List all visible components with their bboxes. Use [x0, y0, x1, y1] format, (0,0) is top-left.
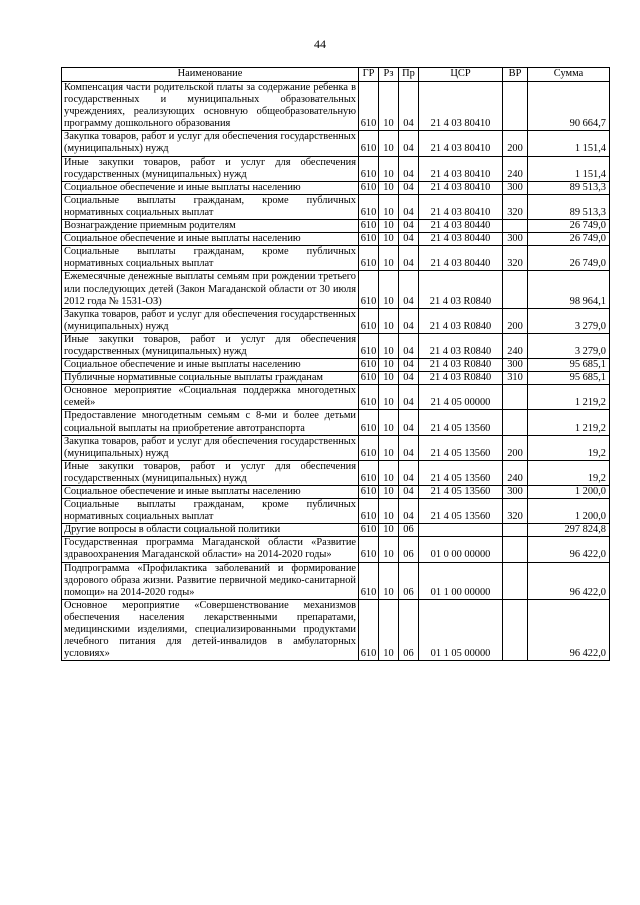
cell-rz: 10	[379, 599, 399, 660]
table-row	[62, 156, 610, 181]
cell-gr: 610	[359, 460, 379, 485]
cell-csr: 01 1 05 00000	[419, 599, 503, 660]
cell-name: Социальное обеспечение и иные выплаты населению	[62, 359, 359, 372]
cell-vr	[503, 599, 528, 660]
cell-pr: 04	[399, 181, 419, 194]
cell-vr: 200	[503, 435, 528, 460]
cell-sum: 96 422,0	[528, 537, 610, 562]
cell-pr: 04	[399, 486, 419, 499]
cell-gr: 610	[359, 486, 379, 499]
table-row	[62, 131, 610, 156]
cell-vr: 300	[503, 486, 528, 499]
cell-name: Социальные выплаты гражданам, кроме публичных нормативных социальных выплат	[62, 246, 359, 271]
table-row	[62, 410, 610, 435]
header-pr: Пр	[399, 68, 419, 82]
cell-vr: 320	[503, 194, 528, 219]
cell-gr: 610	[359, 271, 379, 308]
header-vr: ВР	[503, 68, 528, 82]
cell-vr	[503, 537, 528, 562]
cell-pr: 04	[399, 82, 419, 131]
cell-pr: 04	[399, 435, 419, 460]
cell-vr	[503, 524, 528, 537]
cell-name: Социальное обеспечение и иные выплаты населению	[62, 486, 359, 499]
cell-vr: 300	[503, 181, 528, 194]
table-row	[62, 246, 610, 271]
table-row	[62, 537, 610, 562]
cell-name: Ежемесячные денежные выплаты семьям при рождении третьего или последующих детей (Закон Магаданской области от 30 июля 2012 года № 1531-ОЗ)	[62, 271, 359, 308]
cell-gr: 610	[359, 562, 379, 599]
cell-csr: 21 4 03 80410	[419, 194, 503, 219]
cell-rz: 10	[379, 524, 399, 537]
cell-csr	[419, 524, 503, 537]
table-row	[62, 233, 610, 246]
cell-gr: 610	[359, 410, 379, 435]
cell-rz: 10	[379, 537, 399, 562]
cell-pr: 06	[399, 562, 419, 599]
cell-rz: 10	[379, 233, 399, 246]
header-name: Наименование	[62, 68, 359, 82]
table-row	[62, 562, 610, 599]
page-number: 44	[314, 37, 326, 51]
cell-gr: 610	[359, 82, 379, 131]
cell-rz: 10	[379, 359, 399, 372]
cell-csr: 21 4 03 80440	[419, 220, 503, 233]
table-row	[62, 486, 610, 499]
cell-gr: 610	[359, 435, 379, 460]
cell-gr: 610	[359, 233, 379, 246]
cell-sum: 26 749,0	[528, 220, 610, 233]
header-csr: ЦСР	[419, 68, 503, 82]
cell-sum: 3 279,0	[528, 333, 610, 358]
table-row	[62, 308, 610, 333]
cell-sum: 1 219,2	[528, 410, 610, 435]
cell-csr: 01 0 00 00000	[419, 537, 503, 562]
table-row	[62, 599, 610, 660]
cell-csr: 21 4 03 80440	[419, 246, 503, 271]
cell-gr: 610	[359, 524, 379, 537]
budget-table	[61, 67, 610, 661]
cell-sum: 90 664,7	[528, 82, 610, 131]
cell-sum: 1 200,0	[528, 499, 610, 524]
cell-csr: 21 4 03 80410	[419, 82, 503, 131]
cell-sum: 95 685,1	[528, 372, 610, 385]
cell-name: Основное мероприятие «Социальная поддержка многодетных семей»	[62, 385, 359, 410]
cell-vr: 300	[503, 233, 528, 246]
cell-sum: 3 279,0	[528, 308, 610, 333]
cell-csr: 21 4 05 13560	[419, 410, 503, 435]
cell-csr: 21 4 03 R0840	[419, 372, 503, 385]
table-row	[62, 82, 610, 131]
cell-name: Закупка товаров, работ и услуг для обеспечения государственных (муниципальных) нужд	[62, 131, 359, 156]
table-row	[62, 194, 610, 219]
cell-rz: 10	[379, 499, 399, 524]
cell-rz: 10	[379, 308, 399, 333]
cell-gr: 610	[359, 308, 379, 333]
cell-name: Закупка товаров, работ и услуг для обеспечения государственных (муниципальных) нужд	[62, 435, 359, 460]
cell-gr: 610	[359, 131, 379, 156]
cell-gr: 610	[359, 220, 379, 233]
cell-name: Иные закупки товаров, работ и услуг для обеспечения государственных (муниципальных) нужд	[62, 156, 359, 181]
cell-vr: 240	[503, 156, 528, 181]
cell-vr	[503, 410, 528, 435]
cell-pr: 04	[399, 308, 419, 333]
cell-name: Другие вопросы в области социальной политики	[62, 524, 359, 537]
cell-rz: 10	[379, 246, 399, 271]
cell-name: Подпрограмма «Профилактика заболеваний и формирование здорового образа жизни. Развитие первичной медико-санитарной помощи» на 2014-2020 годы»	[62, 562, 359, 599]
cell-vr	[503, 82, 528, 131]
cell-pr: 04	[399, 333, 419, 358]
cell-sum: 89 513,3	[528, 194, 610, 219]
cell-gr: 610	[359, 333, 379, 358]
cell-name: Иные закупки товаров, работ и услуг для обеспечения государственных (муниципальных) нужд	[62, 333, 359, 358]
cell-csr: 21 4 03 R0840	[419, 271, 503, 308]
cell-gr: 610	[359, 359, 379, 372]
cell-csr: 01 1 00 00000	[419, 562, 503, 599]
header-rz: Рз	[379, 68, 399, 82]
cell-rz: 10	[379, 435, 399, 460]
cell-name: Социальные выплаты гражданам, кроме публичных нормативных социальных выплат	[62, 194, 359, 219]
header-gr: ГР	[359, 68, 379, 82]
cell-name: Закупка товаров, работ и услуг для обеспечения государственных (муниципальных) нужд	[62, 308, 359, 333]
cell-vr: 300	[503, 359, 528, 372]
cell-rz: 10	[379, 385, 399, 410]
table-body	[62, 82, 610, 661]
cell-vr: 240	[503, 333, 528, 358]
cell-rz: 10	[379, 156, 399, 181]
cell-pr: 04	[399, 385, 419, 410]
cell-csr: 21 4 03 R0840	[419, 359, 503, 372]
cell-rz: 10	[379, 372, 399, 385]
cell-sum: 19,2	[528, 460, 610, 485]
cell-vr: 240	[503, 460, 528, 485]
cell-gr: 610	[359, 181, 379, 194]
cell-sum: 95 685,1	[528, 359, 610, 372]
cell-csr: 21 4 03 R0840	[419, 308, 503, 333]
cell-name: Вознаграждение приемным родителям	[62, 220, 359, 233]
cell-pr: 04	[399, 246, 419, 271]
cell-pr: 04	[399, 410, 419, 435]
cell-vr: 200	[503, 308, 528, 333]
cell-rz: 10	[379, 460, 399, 485]
cell-gr: 610	[359, 599, 379, 660]
cell-pr: 04	[399, 233, 419, 246]
cell-name: Социальные выплаты гражданам, кроме публичных нормативных социальных выплат	[62, 499, 359, 524]
cell-sum: 1 151,4	[528, 156, 610, 181]
table-row	[62, 220, 610, 233]
cell-sum: 98 964,1	[528, 271, 610, 308]
cell-rz: 10	[379, 410, 399, 435]
cell-pr: 04	[399, 372, 419, 385]
cell-name: Социальное обеспечение и иные выплаты населению	[62, 181, 359, 194]
cell-gr: 610	[359, 385, 379, 410]
cell-pr: 04	[399, 194, 419, 219]
table-row	[62, 359, 610, 372]
cell-sum: 96 422,0	[528, 599, 610, 660]
cell-csr: 21 4 05 00000	[419, 385, 503, 410]
cell-pr: 04	[399, 156, 419, 181]
cell-csr: 21 4 05 13560	[419, 486, 503, 499]
cell-sum: 96 422,0	[528, 562, 610, 599]
cell-rz: 10	[379, 562, 399, 599]
cell-sum: 26 749,0	[528, 233, 610, 246]
cell-sum: 19,2	[528, 435, 610, 460]
cell-vr: 200	[503, 131, 528, 156]
cell-name: Предоставление многодетным семьям с 8-ми и более детьми социальной выплаты на приобретение автотранспорта	[62, 410, 359, 435]
cell-name: Компенсация части родительской платы за содержание ребенка в государственных и муниципальных образовательных учреждениях, реализующих основную общеобразовательную программу дошкольного образования	[62, 82, 359, 131]
table-row	[62, 524, 610, 537]
cell-csr: 21 4 05 13560	[419, 499, 503, 524]
cell-vr: 320	[503, 499, 528, 524]
cell-vr: 320	[503, 246, 528, 271]
cell-sum: 89 513,3	[528, 181, 610, 194]
cell-sum: 297 824,8	[528, 524, 610, 537]
cell-gr: 610	[359, 194, 379, 219]
cell-name: Основное мероприятие «Совершенствование механизмов обеспечения населения лекарственными препаратами, медицинскими изделиями, специализированными продуктами лечебного питания для детей-инвалидов в амбулаторных условиях»	[62, 599, 359, 660]
cell-rz: 10	[379, 82, 399, 131]
cell-csr: 21 4 03 80410	[419, 181, 503, 194]
cell-rz: 10	[379, 194, 399, 219]
cell-vr	[503, 220, 528, 233]
cell-sum: 1 151,4	[528, 131, 610, 156]
header-sum: Сумма	[528, 68, 610, 82]
table-row	[62, 181, 610, 194]
cell-gr: 610	[359, 372, 379, 385]
cell-pr: 04	[399, 460, 419, 485]
cell-csr: 21 4 05 13560	[419, 460, 503, 485]
cell-name: Государственная программа Магаданской области «Развитие здравоохранения Магаданской области» на 2014-2020 годы»	[62, 537, 359, 562]
cell-csr: 21 4 03 80410	[419, 131, 503, 156]
cell-gr: 610	[359, 499, 379, 524]
cell-sum: 1 219,2	[528, 385, 610, 410]
cell-vr	[503, 562, 528, 599]
cell-rz: 10	[379, 181, 399, 194]
cell-vr: 310	[503, 372, 528, 385]
cell-rz: 10	[379, 271, 399, 308]
cell-sum: 26 749,0	[528, 246, 610, 271]
cell-pr: 06	[399, 599, 419, 660]
table-row	[62, 333, 610, 358]
table-row	[62, 460, 610, 485]
table-row	[62, 499, 610, 524]
cell-pr: 04	[399, 271, 419, 308]
cell-gr: 610	[359, 156, 379, 181]
cell-name: Иные закупки товаров, работ и услуг для обеспечения государственных (муниципальных) нужд	[62, 460, 359, 485]
cell-sum: 1 200,0	[528, 486, 610, 499]
cell-rz: 10	[379, 131, 399, 156]
cell-pr: 06	[399, 537, 419, 562]
table-row	[62, 372, 610, 385]
cell-csr: 21 4 03 R0840	[419, 333, 503, 358]
cell-gr: 610	[359, 537, 379, 562]
cell-pr: 06	[399, 524, 419, 537]
cell-csr: 21 4 05 13560	[419, 435, 503, 460]
cell-name: Публичные нормативные социальные выплаты гражданам	[62, 372, 359, 385]
cell-vr	[503, 271, 528, 308]
cell-rz: 10	[379, 486, 399, 499]
table-row	[62, 435, 610, 460]
cell-name: Социальное обеспечение и иные выплаты населению	[62, 233, 359, 246]
table-row	[62, 271, 610, 308]
cell-rz: 10	[379, 333, 399, 358]
cell-pr: 04	[399, 220, 419, 233]
cell-rz: 10	[379, 220, 399, 233]
cell-pr: 04	[399, 131, 419, 156]
cell-pr: 04	[399, 499, 419, 524]
cell-pr: 04	[399, 359, 419, 372]
cell-vr	[503, 385, 528, 410]
cell-gr: 610	[359, 246, 379, 271]
table-row	[62, 385, 610, 410]
table-header-row	[62, 68, 610, 82]
cell-csr: 21 4 03 80410	[419, 156, 503, 181]
cell-csr: 21 4 03 80440	[419, 233, 503, 246]
